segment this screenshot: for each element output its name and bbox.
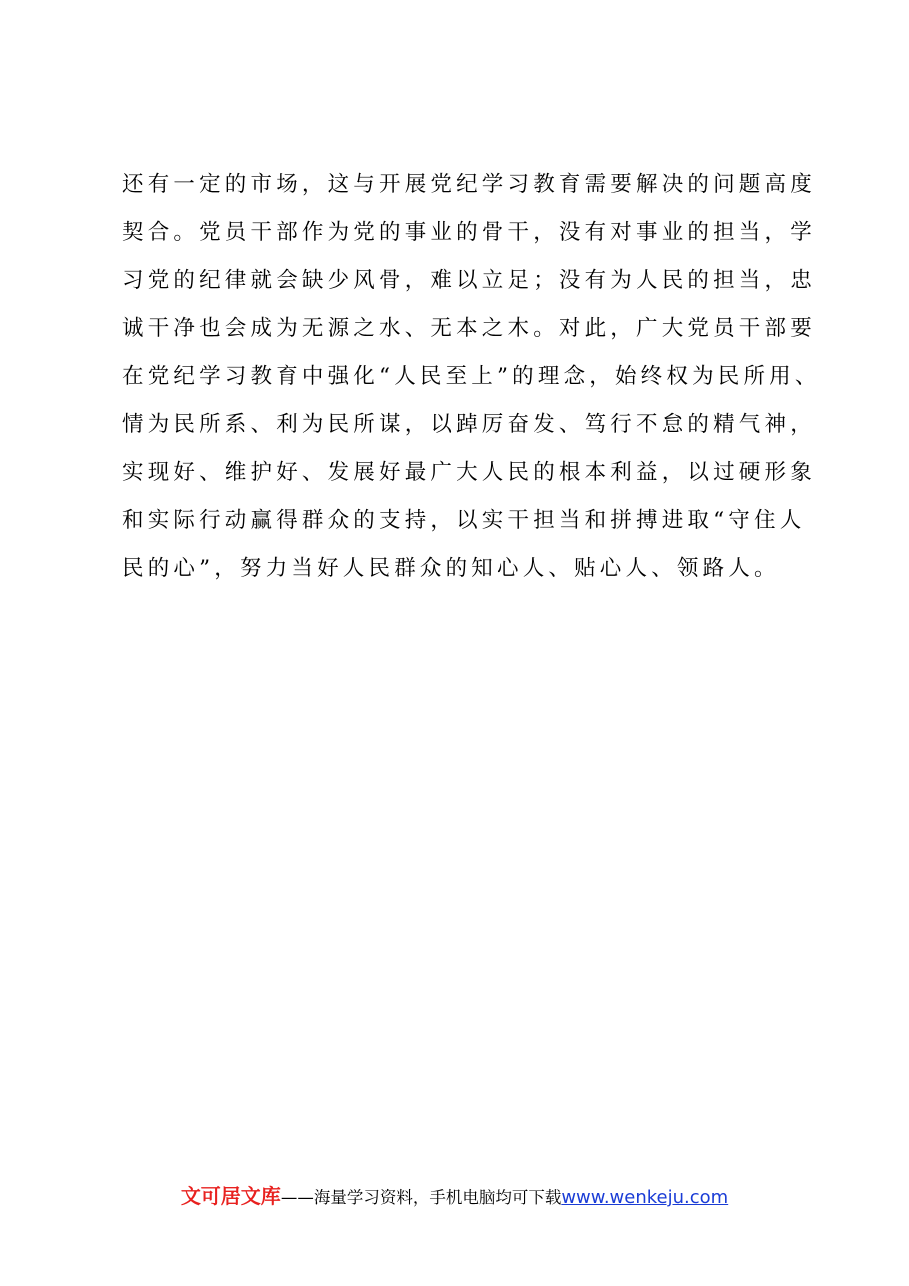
body-paragraph <box>122 165 821 597</box>
paragraph-line-3: 习党的纪律就会缺少风骨，难以立足；没有为人民的担当，忠 <box>122 268 816 293</box>
paragraph-line-9: 民的心”，努力当好人民群众的知心人、贴心人、领路人。 <box>122 556 780 581</box>
brand-name: 文可居文库 <box>180 1184 281 1208</box>
paragraph-line-7: 实现好、维护好、发展好最广大人民的根本利益，以过硬形象 <box>122 460 816 485</box>
paragraph-line-5: 在党纪学习教育中强化“人民至上”的理念，始终权为民所用、 <box>122 364 821 389</box>
paragraph-line-1: 还有一定的市场，这与开展党纪学习教育需要解决的问题高度 <box>122 172 816 197</box>
paragraph-line-6: 情为民所系、利为民所谋，以踔厉奋发、笃行不怠的精气神， <box>122 412 816 437</box>
paragraph-line-8: 和实际行动赢得群众的支持，以实干担当和拼搏进取“守住人 <box>122 508 806 533</box>
paragraph-line-2: 契合。党员干部作为党的事业的骨干，没有对事业的担当，学 <box>122 220 816 245</box>
footer-banner <box>0 1180 909 1209</box>
footer-tagline: ——海量学习资料，手机电脑均可下载 <box>280 1188 562 1207</box>
paragraph-line-4: 诚干净也会成为无源之水、无本之木。对此，广大党员干部要 <box>122 316 816 341</box>
website-link[interactable]: www.wenkeju.com <box>561 1187 729 1208</box>
